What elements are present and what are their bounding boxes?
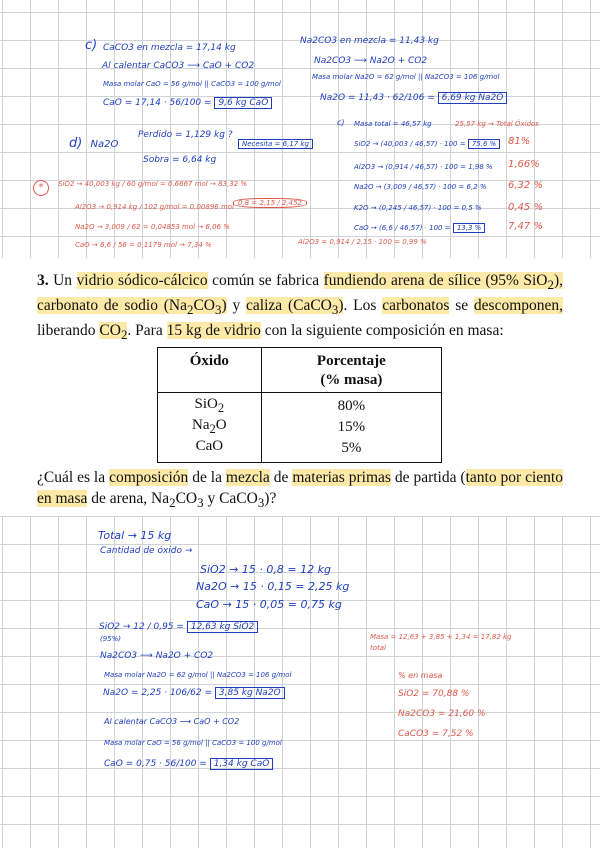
note-c-label: c): [85, 38, 98, 53]
note-c-line3: Masa molar CaO = 56 g/mol || CaCO3 = 100 g/mol: [103, 80, 281, 88]
c2-row: SiO2 → (40,003 / 46,57) · 100 = 75,6 %: [354, 140, 500, 148]
problem-number: 3.: [37, 272, 49, 289]
note-r-line1: Na2CO3 en mezcla = 11,43 kg: [300, 36, 439, 46]
sol-mass-total: Masa = 12,63 + 3,85 + 1,34 = 17,82 kg: [370, 633, 512, 641]
problem-statement: [0, 258, 600, 516]
note-d-branch1: Perdido = 1,129 kg ?: [138, 130, 233, 140]
note-c2-header: Masa total = 46,57 kg: [354, 120, 432, 128]
table-row: CaO 5%: [158, 438, 442, 463]
note-side-red: 25,57 kg → Total Óxidos: [455, 120, 539, 128]
sol-na2o: Na2O → 15 · 0,15 = 2,25 kg: [196, 580, 350, 593]
c2-red-pct: 7,47 %: [508, 221, 543, 232]
result-box-cao: 9,6 kg CaO: [214, 97, 272, 109]
note-c2-label: c): [337, 118, 345, 127]
red-row: SiO2 → 40,003 kg / 60 g/mol = 0,6667 mol → 83,32 %: [58, 180, 247, 188]
sol-pct-sio2: SiO2 = 70,88 %: [398, 689, 470, 699]
note-d-box: Necesita = 6,17 kg: [238, 140, 313, 148]
sol-mass-total-label: total: [370, 644, 387, 652]
table-row: $Na_2O$ 15%: [158, 417, 442, 438]
c2-red-pct: 6,32 %: [508, 180, 543, 191]
note-c-line4: CaO = 17,14 · 56/100 = 9,6 kg CaO: [103, 98, 272, 108]
note-d-branch2: Sobra = 6,64 kg: [143, 155, 217, 165]
note-c-line1: CaCO3 en mezcla = 17,14 kg: [103, 43, 236, 53]
red-ring: 0,8 = 2,15 / 2,452: [233, 199, 307, 207]
sol-arena-sub: (95%): [100, 635, 122, 643]
c2-red-pct: 0,45 %: [508, 202, 543, 213]
sol-na2co3: Na2O = 2,25 · 106/62 = 3,85 kg Na2O: [103, 688, 285, 698]
c2-red-pct: 1,66%: [508, 159, 540, 170]
c2-row: K2O → (0,245 / 46,57) · 100 = 0,5 %: [354, 204, 482, 212]
sol-cantidad: Cantidad de óxido →: [100, 546, 193, 556]
sol-molar-ca: Masa molar CaO = 56 g/mol || CaCO3 = 100 g/mol: [104, 739, 282, 747]
c2-row: Na2O → (3,009 / 46,57) · 100 = 6,2 %: [354, 183, 487, 191]
sol-reaction-ca: Al calentar CaCO3 ⟶ CaO + CO2: [104, 717, 240, 726]
red-row: CaO → 6,6 / 56 = 0,1179 mol → 7,34 %: [75, 241, 212, 249]
note-r-line3: Masa molar Na2O = 62 g/mol || Na2CO3 = 106 g/mol: [312, 73, 500, 81]
star-marker: *: [33, 180, 49, 196]
sol-total: Total → 15 kg: [98, 529, 172, 542]
note-r-line2: Na2CO3 ⟶ Na2O + CO2: [314, 56, 428, 66]
red-bottom: Al2O3 = 0,914 / 2,15 · 100 = 0,99 %: [298, 238, 427, 246]
header-percent: Porcentaje (% masa): [261, 348, 441, 393]
sol-sio2: SiO2 → 15 · 0,8 = 12 kg: [200, 563, 331, 576]
composition-table: [157, 347, 442, 463]
red-row: Na2O → 3,009 / 62 = 0,04853 mol → 6,06 %: [75, 223, 230, 231]
note-d-label: d) Na2O: [69, 136, 119, 151]
note-c-line2: Al calentar CaCO3 ⟶ CaO + CO2: [102, 61, 255, 71]
red-row: Al2O3 → 0,914 kg / 102 g/mol = 0,00896 mol: [75, 203, 235, 211]
sol-arena: SiO2 → 12 / 0,95 = 12,63 kg SiO2: [99, 622, 258, 632]
result-box-na2o: 6,69 kg Na2O: [438, 92, 508, 104]
problem-paragraph: 3. Un vidrio sódico-cálcico común se fabrica fundiendo arena de sílice (95% SiO$_2$), carbonato de sodio $(Na_2CO_3)$ y caliza (CaCO$_3$). Los carbonatos se descomponen, liberando $CO_2$. Para 15 kg de vidrio con la siguiente composición en masa:: [37, 272, 564, 343]
problem-question: ¿Cuál es la composición de la mezcla de materias primas de partida (tanto por ciento en masa de arena, $Na_2CO_3$ y CaCO$_3$)?: [37, 469, 563, 511]
sol-pct-title: % en masa: [398, 671, 443, 680]
sol-reaction-na: Na2CO3 ⟶ Na2O + CO2: [100, 651, 214, 661]
sol-caco3: CaO = 0,75 · 56/100 = 1,34 kg CaO: [104, 759, 273, 769]
c2-red-pct: 81%: [508, 136, 531, 147]
result-box-na2co3: 3,85 kg Na2O: [215, 687, 285, 699]
header-oxide: Óxido: [158, 348, 262, 393]
c2-row: Al2O3 → (0,914 / 46,57) · 100 = 1,98 %: [354, 163, 493, 171]
sol-cao: CaO → 15 · 0,05 = 0,75 kg: [196, 598, 342, 611]
sol-pct-caco3: CaCO3 = 7,52 %: [398, 729, 474, 739]
result-box-arena: 12,63 kg SiO2: [187, 621, 258, 633]
result-box-caco3: 1,34 kg CaO: [210, 758, 274, 770]
table-header-row: [158, 348, 442, 393]
sol-pct-na2co3: Na2CO3 = 21,60 %: [398, 709, 486, 719]
table-row: SiO$_2$ 80%: [158, 393, 442, 418]
sol-molar-na: Masa molar Na2O = 62 g/mol || Na2CO3 = 106 g/mol: [104, 671, 292, 679]
c2-row: CaO → (6,6 / 46,57) · 100 = 13,3 %: [354, 224, 485, 232]
note-r-line4: Na2O = 11,43 · 62/106 = 6,69 kg Na2O: [320, 93, 507, 103]
